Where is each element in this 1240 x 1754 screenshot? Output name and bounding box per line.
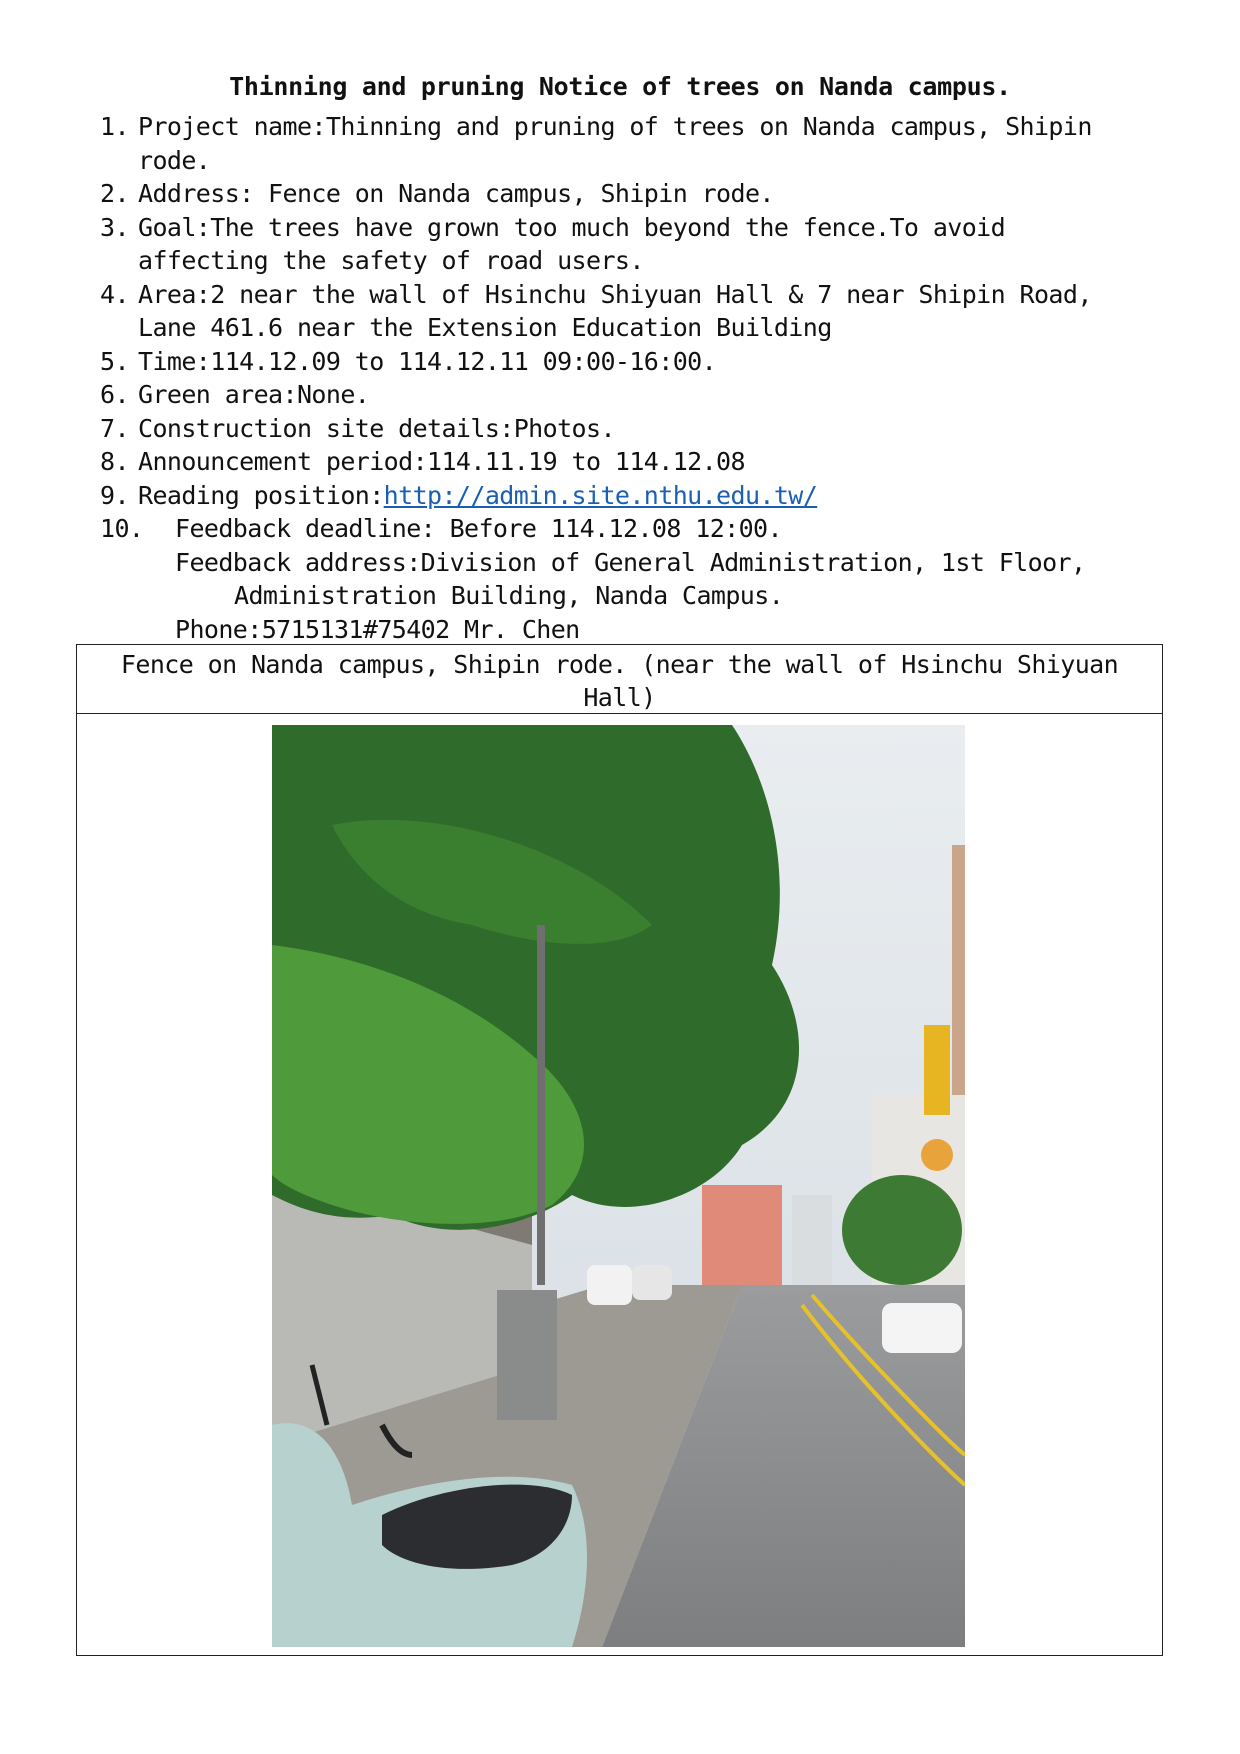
reading-link[interactable]: http://admin.site.nthu.edu.tw/ [383,480,818,510]
list-item [100,177,1140,211]
list-item [100,445,1140,479]
item-number: 3. [100,212,129,242]
photo-table [76,644,1163,1656]
item-line: rode. [138,145,211,175]
item-line: Lane 461.6 near the Extension Education Building [138,313,832,342]
item-line: Goal:The trees have grown too much beyond the fence.To avoid [138,212,1006,242]
street-photo [272,725,965,1647]
item-line: Green area:None. [138,380,370,409]
item-line: affecting the safety of road users. [138,246,644,275]
photo-caption [77,645,1162,714]
feedback-deadline: Feedback deadline: Before 114.12.08 12:00. [175,514,782,543]
notice-title: Thinning and pruning Notice of trees on Nanda campus. [229,72,1011,101]
caption-line: Hall) [583,683,656,712]
list-item [100,110,1140,177]
item-number: 2. [100,179,129,208]
item-number: 6. [100,380,129,409]
feedback-address: Feedback address:Division of General Administration, 1st Floor, [175,547,1086,577]
item-line: Announcement period:114.11.19 to 114.12.08 [138,447,745,476]
list-item [100,412,1140,446]
street-photo-icon [272,725,965,1647]
item-line: Address: Fence on Nanda campus, Shipin rode. [138,179,774,208]
item-number: 10. [100,514,144,543]
item-number: 5. [100,346,129,376]
item-number: 1. [100,112,129,141]
item-number: 4. [100,279,129,309]
list-item-reading [100,479,1140,513]
photo-cell [77,714,1162,1654]
item-number: 8. [100,447,129,476]
feedback-phone: Phone:5715131#75402 Mr. Chen [175,614,580,644]
caption-line: Fence on Nanda campus, Shipin rode. (near the wall of Hsinchu Shiyuan [120,650,1119,679]
item-line: Construction site details:Photos. [138,413,615,443]
notice-list [100,110,1140,646]
item-line [138,479,1140,513]
item-line: Project name:Thinning and pruning of trees on Nanda campus, Shipin [138,112,1092,141]
list-item [100,378,1140,412]
item-line: Time:114.12.09 to 114.12.11 09:00-16:00. [138,346,717,376]
list-item [100,211,1140,278]
feedback-address-cont: Administration Building, Nanda Campus. [234,581,784,610]
item-number: 9. [100,480,129,510]
list-item [100,345,1140,379]
reading-label: Reading position: [138,480,384,510]
item-line: Area:2 near the wall of Hsinchu Shiyuan Hall & 7 near Shipin Road, [138,279,1092,309]
list-item [100,278,1140,345]
list-item-feedback [100,512,1140,546]
item-number: 7. [100,413,129,443]
